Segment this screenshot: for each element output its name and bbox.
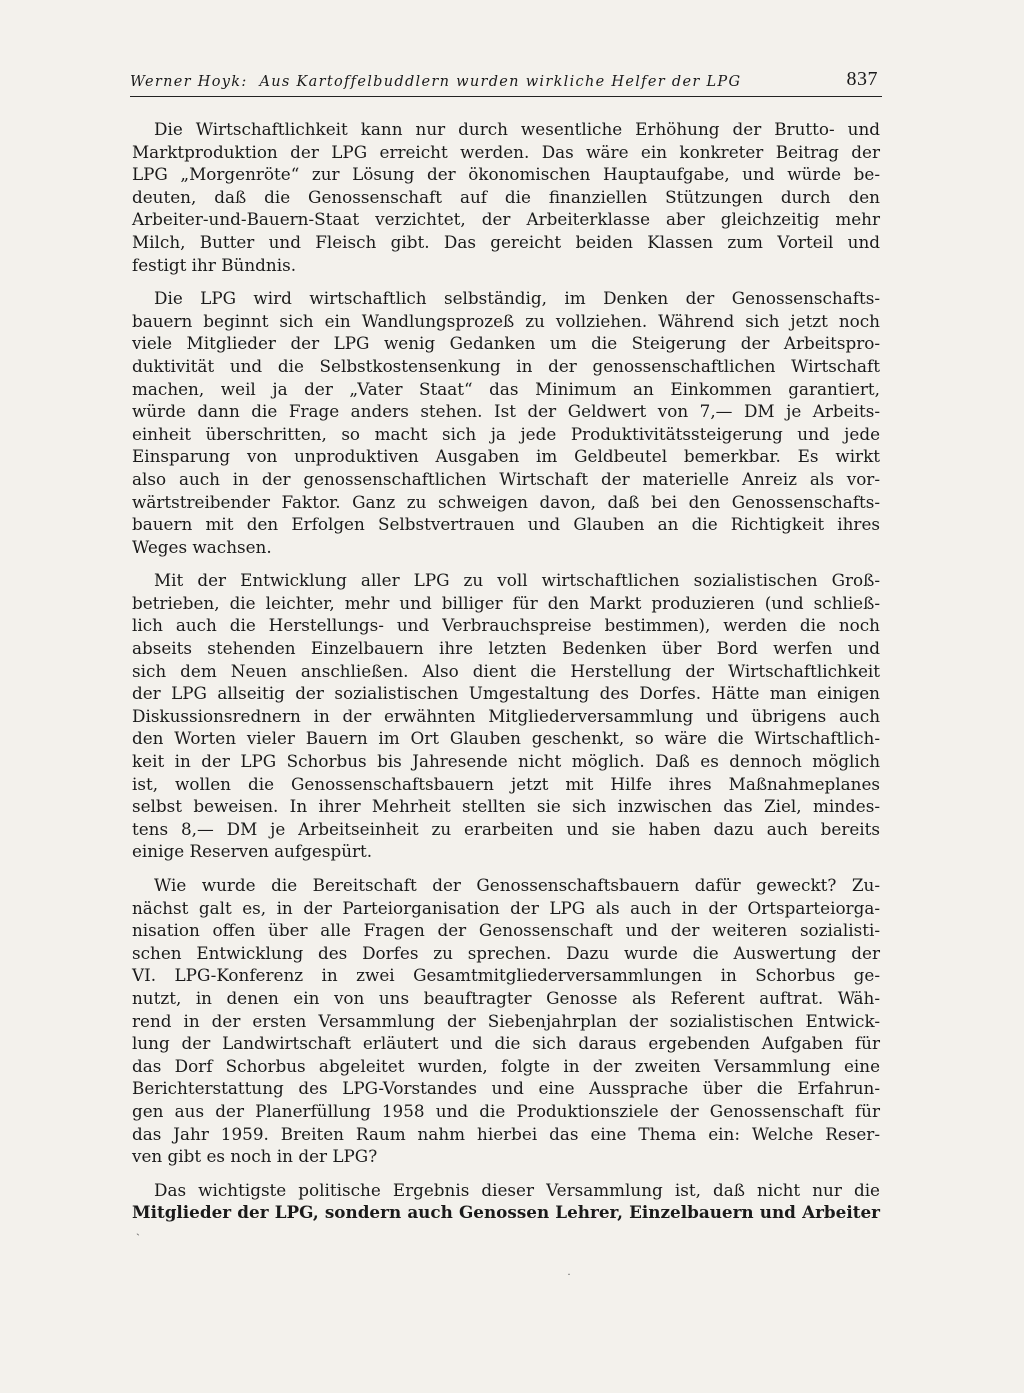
running-title — [130, 74, 741, 90]
paragraph-5 — [132, 1179, 880, 1224]
text-line: schen Entwicklung des Dorfes zu sprechen. Dazu wurde die Auswertung der — [132, 942, 880, 963]
text-line: wärtstreibender Faktor. Ganz zu schweigen davon, daß bei den Genossenschafts- — [132, 491, 880, 512]
text-line: selbst beweisen. In ihrer Mehrheit stellten sie sich inzwischen das Ziel, mindes- — [132, 796, 880, 817]
paragraph-4 — [132, 874, 880, 1168]
text-line: duktivität und die Selbstkostensenkung in der genossenschaftlichen Wirtschaft — [132, 355, 880, 376]
paragraph-1 — [132, 118, 880, 276]
paragraph-3 — [132, 569, 880, 863]
text-line: sich dem Neuen anschließen. Also dient die Herstellung der Wirtschaftlichkeit — [132, 660, 880, 681]
text-line: gen aus der Planerfüllung 1958 und die Produktionsziele der Genossenschaft für — [132, 1100, 880, 1121]
text-line: Wie wurde die Bereitschaft der Genossenschaftsbauern dafür geweckt? Zu- — [154, 875, 880, 895]
scan-mark-icon: ˎ — [136, 1222, 140, 1236]
paragraph-2 — [132, 287, 880, 558]
text-line: LPG „Morgenröte“ zur Lösung der ökonomischen Hauptaufgabe, und würde be- — [132, 164, 880, 185]
text-line: machen, weil ja der „Vater Staat“ das Minimum an Einkommen garantiert, — [132, 378, 880, 399]
text-line: abseits stehenden Einzelbauern ihre letzten Bedenken über Bord werfen und — [132, 638, 880, 659]
text-line: den Worten vieler Bauern im Ort Glauben geschenkt, so wäre die Wirtschaftlich- — [132, 728, 880, 749]
text-line: das Dorf Schorbus abgeleitet wurden, folgte in der zweiten Versammlung eine — [132, 1055, 880, 1076]
text-line: betrieben, die leichter, mehr und billiger für den Markt produzieren (und schließ- — [132, 592, 880, 613]
text-line: Mitglieder der LPG, sondern auch Genossen Lehrer, Einzelbauern und Arbeiter — [132, 1202, 880, 1223]
body-text — [132, 118, 880, 1235]
page-number: 837 — [846, 68, 878, 90]
text-line: einheit überschritten, so macht sich ja jede Produktivitätssteigerung und jede — [132, 423, 880, 444]
text-line: rend in der ersten Versammlung der Siebenjahrplan der sozialistischen Entwick- — [132, 1010, 880, 1031]
text-line: nächst galt es, in der Parteiorganisation der LPG als auch in der Ortsparteiorga- — [132, 897, 880, 918]
text-line: lung der Landwirtschaft erläutert und die sich daraus ergebenden Aufgaben für — [132, 1033, 880, 1054]
text-line: Das wichtigste politische Ergebnis dieser Versammlung ist, daß nicht nur die — [154, 1179, 880, 1200]
text-line: bauern mit den Erfolgen Selbstvertrauen und Glauben an die Richtigkeit ihres — [132, 514, 880, 535]
text-line: ven gibt es noch in der LPG? — [132, 1146, 378, 1167]
running-header — [130, 62, 882, 97]
text-line: Berichterstattung des LPG-Vorstandes und eine Aussprache über die Erfahrun- — [132, 1078, 880, 1099]
text-line: Einsparung von unproduktiven Ausgaben im Geldbeutel bemerkbar. Es wirkt — [132, 446, 880, 467]
text-line: festigt ihr Bündnis. — [132, 254, 297, 275]
text-line: Arbeiter-und-Bauern-Staat verzichtet, der Arbeiterklasse aber gleichzeitig mehr — [132, 209, 880, 230]
text-line: Die LPG wird wirtschaftlich selbständig, im Denken der Genossenschafts- — [154, 288, 880, 309]
text-line: würde dann die Frage anders stehen. Ist der Geldwert von 7,— DM je Arbeits- — [132, 401, 880, 422]
text-line: Die Wirtschaftlichkeit kann nur durch wesentliche Erhöhung der Brutto- und — [154, 119, 880, 139]
header-title: Aus Kartoffelbuddlern wurden wirkliche Helfer der LPG — [259, 74, 742, 90]
text-line: tens 8,— DM je Arbeitseinheit zu erarbeiten und sie haben dazu auch bereits — [132, 818, 880, 839]
text-line: deuten, daß die Genossenschaft auf die finanziellen Stützungen durch den — [132, 186, 880, 207]
text-line: also auch in der genossenschaftlichen Wirtschaft der materielle Anreiz als vor- — [132, 468, 880, 489]
header-author: Werner Hoyk: — [130, 74, 248, 90]
text-line: Diskussionsrednern in der erwähnten Mitgliederversammlung und übrigens auch — [132, 705, 880, 726]
text-line: keit in der LPG Schorbus bis Jahresende nicht möglich. Daß es dennoch möglich — [132, 751, 880, 772]
text-line: bauern beginnt sich ein Wandlungsprozeß zu vollziehen. Während sich jetzt noch — [132, 310, 880, 331]
text-line: nisation offen über alle Fragen der Genossenschaft und der weiteren sozialisti- — [132, 920, 880, 941]
text-line: viele Mitglieder der LPG wenig Gedanken um die Steigerung der Arbeitspro- — [132, 333, 880, 354]
text-line: Mit der Entwicklung aller LPG zu voll wirtschaftlichen sozialistischen Groß- — [154, 570, 880, 591]
text-line: lich auch die Herstellungs- und Verbrauchspreise bestimmen), werden die noch — [132, 615, 880, 636]
text-line: der LPG allseitig der sozialistischen Umgestaltung des Dorfes. Hätte man einigen — [132, 683, 880, 704]
text-line: Milch, Butter und Fleisch gibt. Das gereicht beiden Klassen zum Vorteil und — [132, 231, 880, 252]
text-line: ist, wollen die Genossenschaftsbauern jetzt mit Hilfe ihres Maßnahmeplanes — [132, 773, 880, 794]
text-line: Marktproduktion der LPG erreicht werden. Das wäre ein konkreter Beitrag der — [132, 141, 880, 162]
text-line: Weges wachsen. — [132, 536, 272, 557]
text-line: einige Reserven aufgespürt. — [132, 841, 373, 862]
text-line: nutzt, in denen ein von uns beauftragter Genosse als Referent auftrat. Wäh- — [132, 987, 880, 1008]
text-line: VI. LPG-Konferenz in zwei Gesamtmitgliederversammlungen in Schorbus ge- — [132, 965, 880, 986]
text-line: das Jahr 1959. Breiten Raum nahm hierbei das eine Thema ein: Welche Reser- — [132, 1123, 880, 1144]
scan-mark-icon: ˙ — [566, 1272, 572, 1286]
